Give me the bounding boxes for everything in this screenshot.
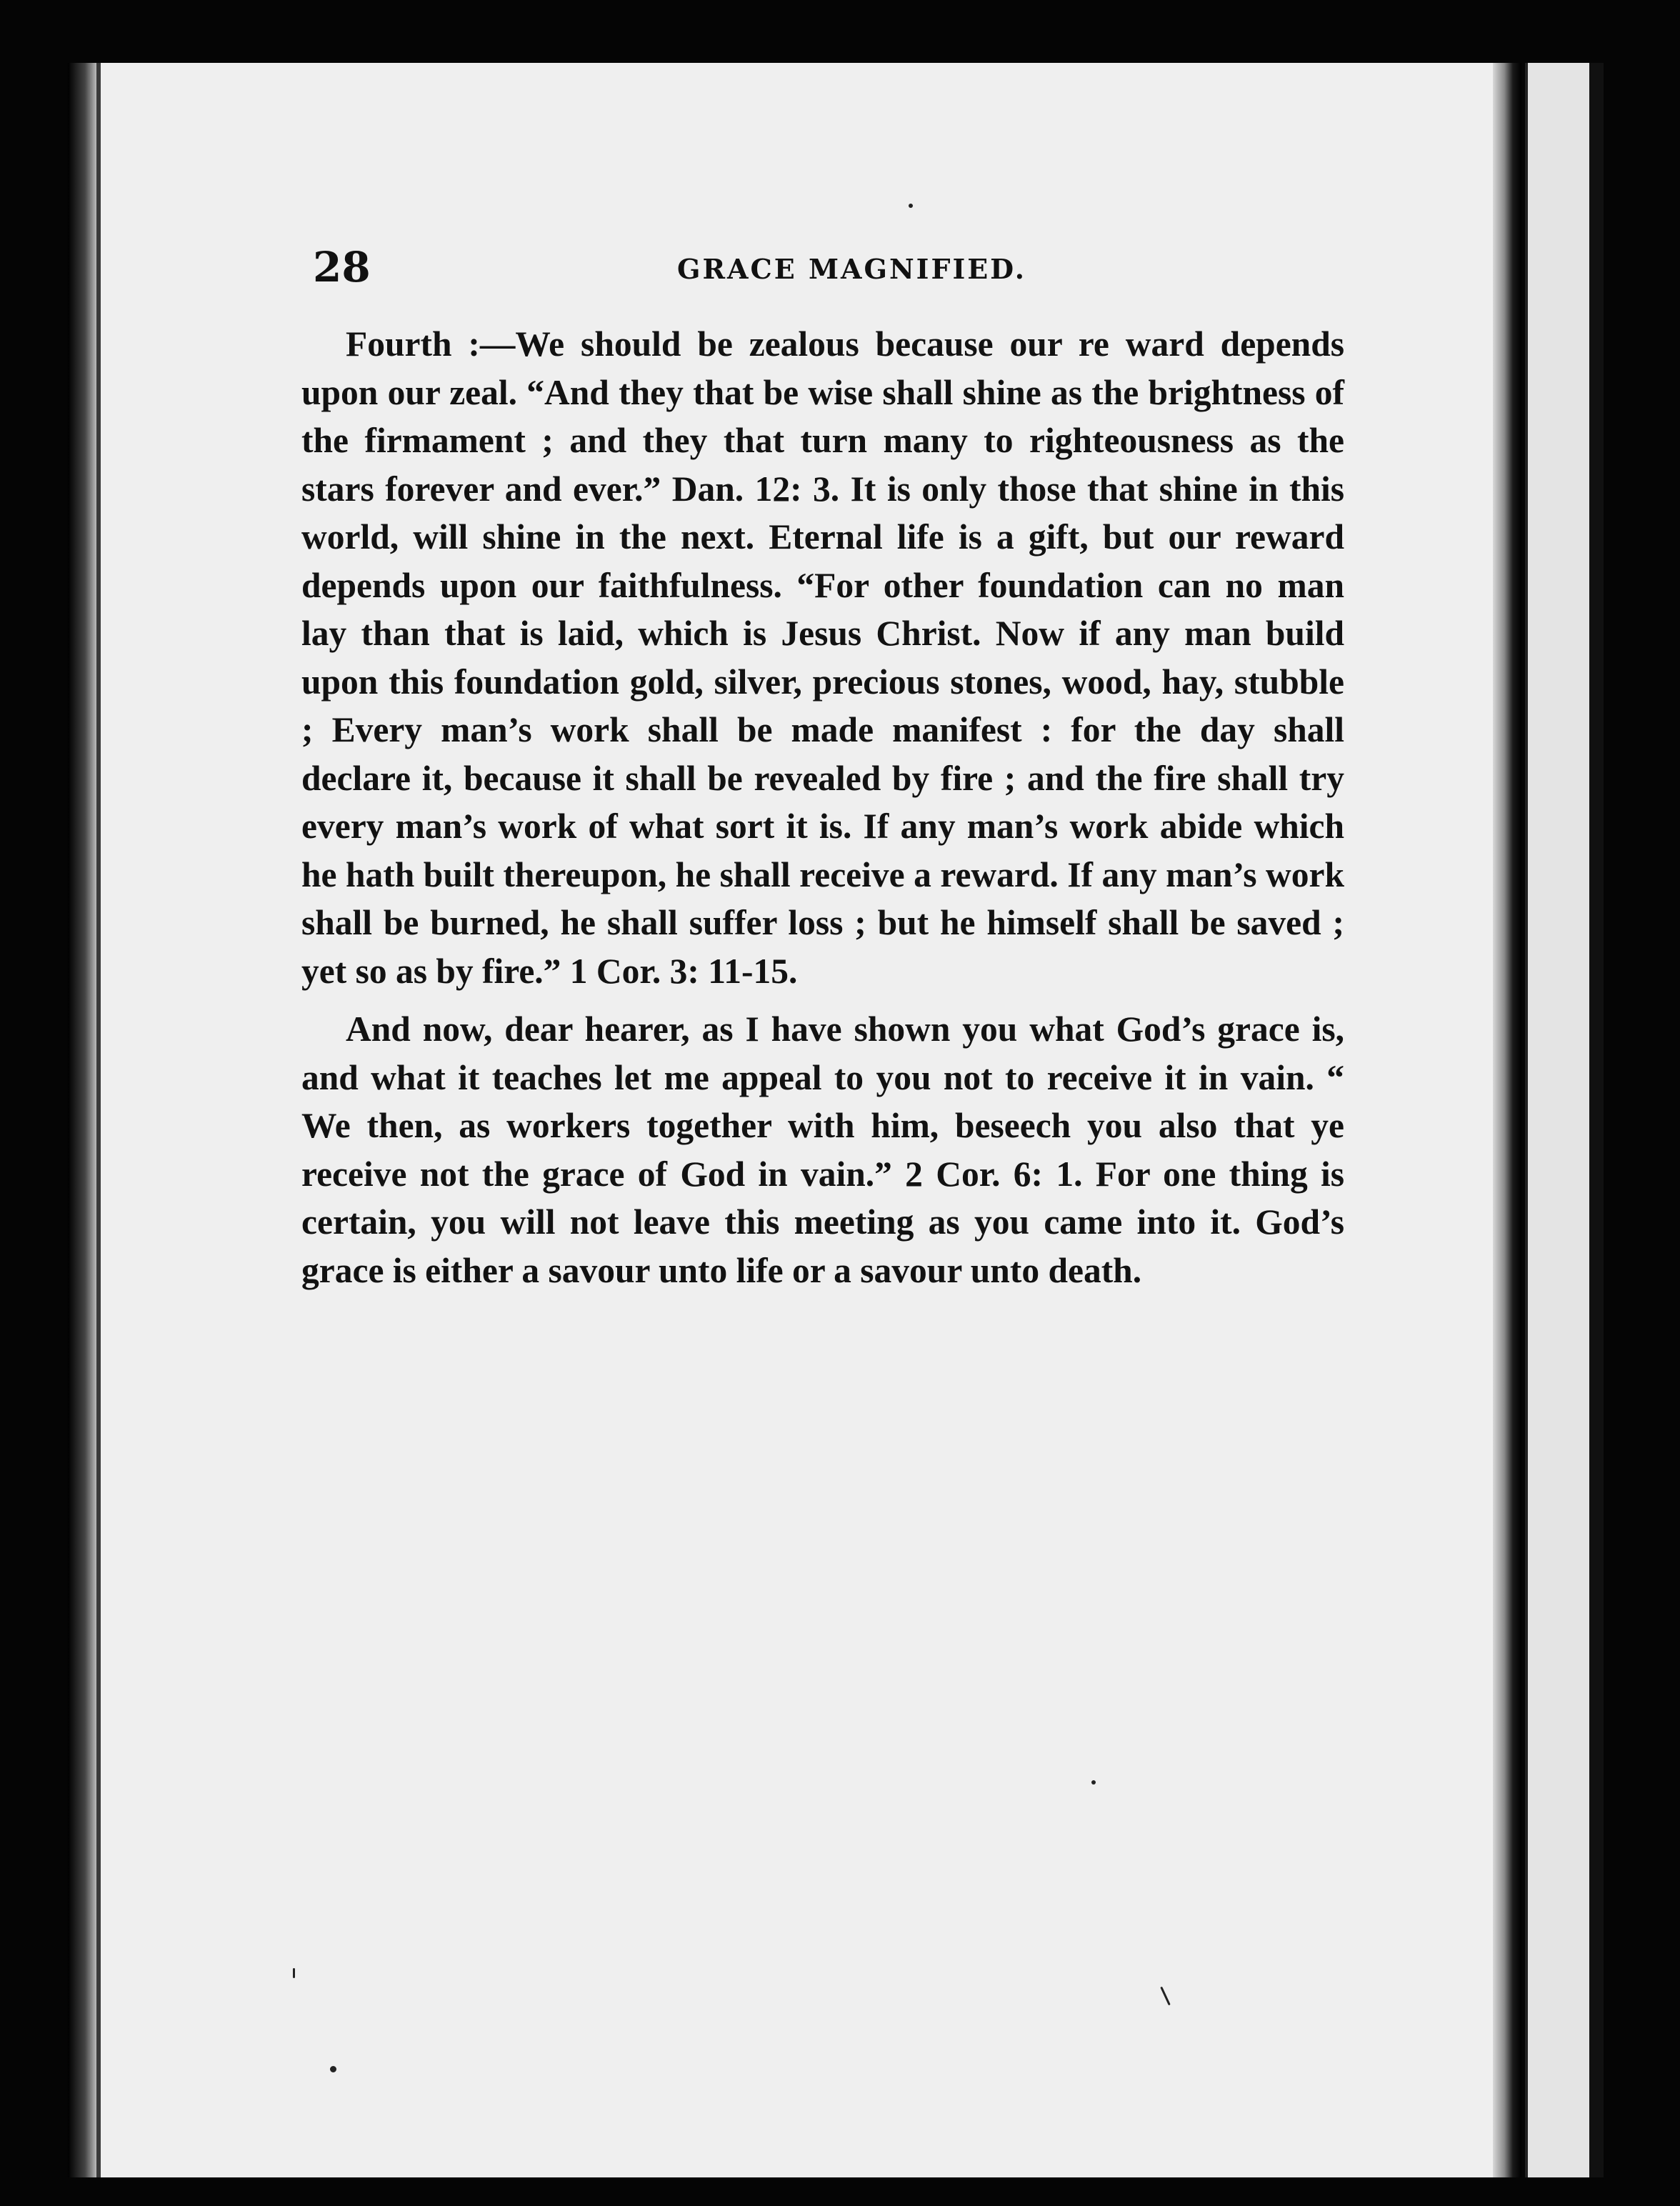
binding-shadow-right bbox=[1589, 63, 1604, 2177]
facing-page-edge bbox=[1525, 63, 1592, 2177]
paragraph-fourth-point: Fourth :—We should be zealous because our re ward depends upon our zeal. “And they that be wise shall shine as the brightness of the firmament ; and they that turn many to righteousness as the stars forever and ever.” Dan. 12: 3. It is only those that shine in this world, will shine in the next. Eternal life is a gift, but our reward depends upon our faithfulness. “For other foundation can no man lay than that is laid, which is Jesus Christ. Now if any man build upon this foundation gold, silver, precious stones, wood, hay, stubble ; Every man’s work shall be made manifest : for the day shall declare it, because it shall be revealed by fire ; and the fire shall try every man’s work of what sort it is. If any man’s work abide which he hath built thereupon, he shall receive a reward. If any man’s work shall be burned, he shall suffer loss ; but he himself shall be saved ; yet so as by fire.” 1 Cor. 3: 11-15. bbox=[301, 324, 1344, 991]
print-speck bbox=[330, 2066, 336, 2072]
print-speck bbox=[1091, 1780, 1096, 1785]
paragraph-appeal: And now, dear hearer, as I have shown you what God’s grace is, and what it teaches let me appeal to you not to receive it in vain. “ We then, as workers together with him, beseech you also that ye receive not the grace of God in vain.” 2 Cor. 6: 1. For one thing is certain, you will not leave this meeting as you came into it. God’s grace is either a savour unto life or a savour unto death. bbox=[301, 1009, 1344, 1290]
gutter-shadow bbox=[1493, 63, 1521, 2177]
binding-shadow-left bbox=[68, 63, 96, 2177]
page-number: 28 bbox=[313, 243, 371, 291]
page-header bbox=[313, 243, 1363, 300]
body-text bbox=[301, 320, 1344, 1294]
running-title: GRACE MAGNIFIED. bbox=[677, 253, 1027, 285]
print-speck bbox=[909, 204, 913, 208]
print-speck bbox=[293, 1968, 295, 1978]
